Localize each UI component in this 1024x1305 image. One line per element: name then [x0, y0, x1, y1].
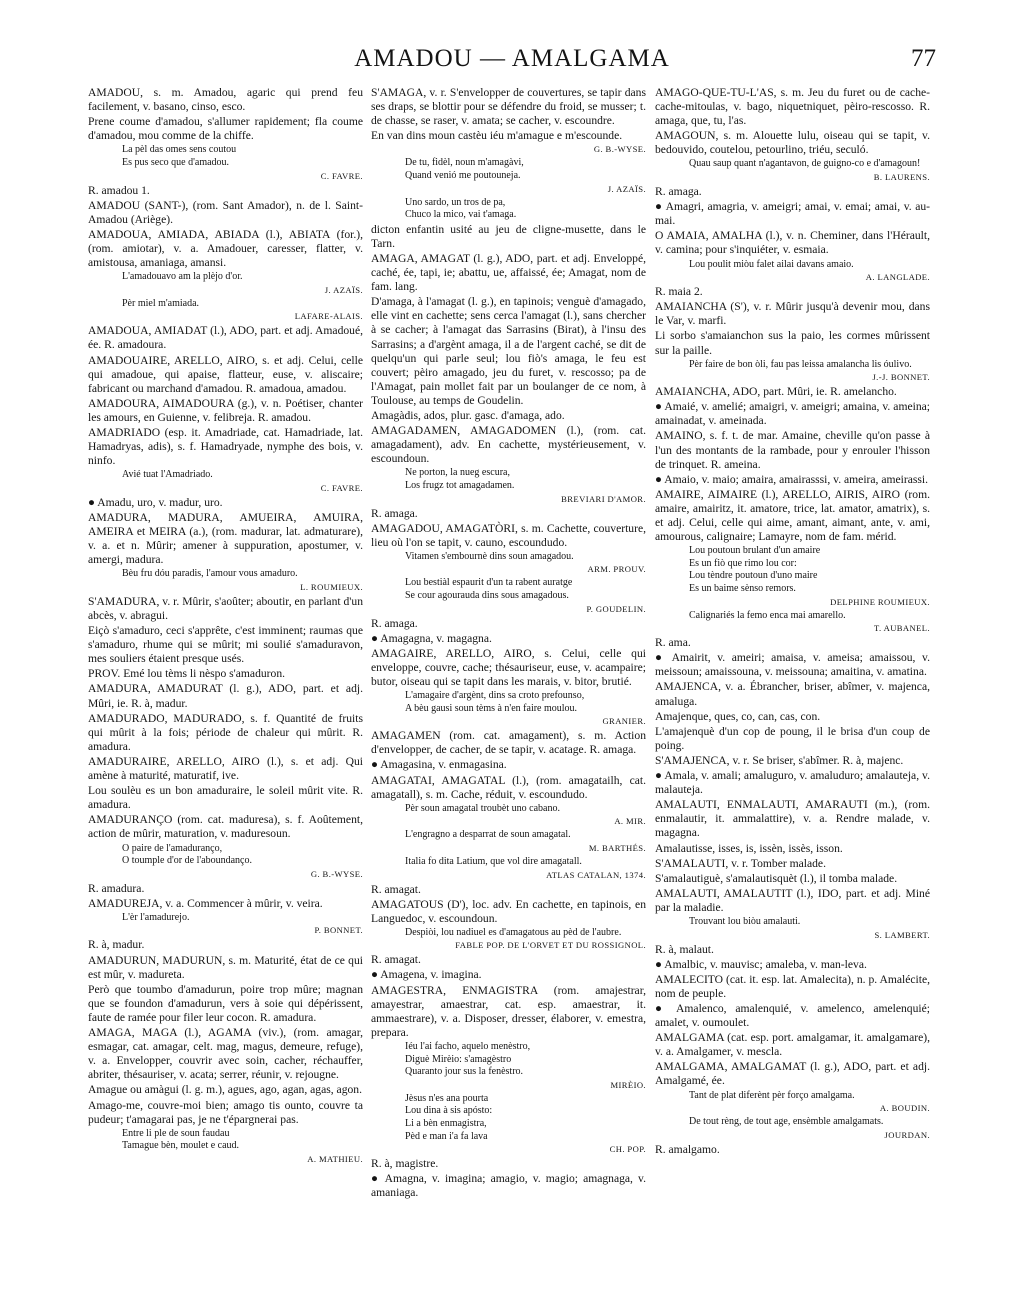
entry-paragraph: ● Amagagna, v. magagna. — [371, 631, 492, 645]
quotation: Quau saup quant n'agantavon, de guigno-co e d'amagoun! — [689, 158, 921, 170]
entry-paragraph: ● Amalenco, amalenquié, v. amelenco, amelenquié; amalet, v. oumoulet. — [655, 1001, 930, 1030]
quotation: Pèr miel m'amiada. — [122, 297, 200, 309]
attribution: P. BONNET. — [314, 925, 363, 936]
entry-paragraph: Li sorbo s'amaianchon sus la paio, les cormes mûrissent sur la paille. — [655, 329, 930, 357]
quotation: Lou poulit miòu falet ailai davans amaio. — [689, 258, 854, 270]
attribution: L. ROUMIEUX. — [300, 581, 363, 592]
quotation: L'èr l'amadurejo. — [122, 911, 190, 923]
quotation: L'amadouavo am la plèjo d'or. — [122, 271, 243, 283]
entry-paragraph: ● Amagena, v. imagina. — [371, 968, 482, 982]
entry-paragraph: AMADOUA, AMIADAT (l.), ADO, part. et adj. Amadoué, ée. R. amadoura. — [88, 324, 363, 352]
quotation: Trouvant lou biòu amalauti. — [689, 915, 801, 927]
attribution: P. GOUDELIN. — [586, 603, 646, 614]
attribution: DELPHINE ROUMIEUX. — [830, 596, 930, 607]
entry-paragraph: AMAGOUN, s. m. Alouette lulu, oiseau qui se tapit, v. bedouvido, coutelou, petourlino, triéu, seculó. — [655, 129, 930, 157]
quotation: Tant de plat diferènt pèr forço amalgama. — [689, 1089, 855, 1101]
page-number: 77 — [911, 45, 936, 72]
entry-paragraph: AMALGAMA, AMALGAMAT (l. g.), ADO, part. et adj. Amalgamé, ée. — [655, 1060, 930, 1088]
running-title: AMADOU — AMALGAMA — [354, 45, 670, 72]
entry-paragraph: R. amadura. — [88, 881, 145, 895]
attribution: FABLE POP. DE L'ORVET ET DU ROSSIGNOL. — [455, 940, 646, 951]
attribution: T. AUBANEL. — [873, 623, 930, 634]
entry-paragraph: Eiçò s'amaduro, ceci s'apprête, c'est imminent; raumas que s'amaduro, rhume qui se mûrit; mi soulié s'amaduravon, mes souliers étaient presque usés. — [88, 624, 363, 666]
entry-paragraph: AMAGADAMEN, AMAGADOMEN (l.), (rom. cat. amagadament), adv. En cachette, mystérieusement, v. escoundoun. — [371, 424, 646, 466]
entry-paragraph: AMAGATAI, AMAGATAL (l.), (rom. amagatailh, cat. amagatall), s. m. Cache, réduit, v. escoundudo. — [371, 773, 646, 801]
quotation: Italia fo dita Latium, que vol dire amagatall. — [405, 855, 582, 867]
entry-paragraph: Prene coume d'amadou, s'allumer rapidement; fla coume d'amadou, mou comme de la chiffe. — [88, 115, 363, 143]
entry-paragraph: ● Amadu, uro, v. madur, uro. — [88, 495, 223, 509]
entry-paragraph: AMADOU, s. m. Amadou, agaric qui prend feu facilement, v. basano, cinso, esco. — [88, 86, 363, 114]
quotation: Ne porton, la nueg escura, Los frugz tot amagadamen. — [405, 467, 515, 491]
entry-paragraph: D'amaga, à l'amagat (l. g.), en tapinois; venguè d'amagado, elle vint en cachette; sens cerca l'amagat (l.), sans chercher à se cacher; à l'amagat das Sarrasins (Birat), à l'insu des Sarrasins; a d'argènt amaga, il a de l'argent caché, se dit de quelqu'un qui parle seul; lou fiò's amaga, le feu est couvert; pèiro amagado, jeu du furet, v. rescosso; pa de l'Amagat, pain mollet fait par un boulanger de ce nom, à Toulouse, au temps de Goudelin. — [371, 295, 646, 407]
entry-paragraph: AMAIANCHA, ADO, part. Mûri, ie. R. amelancho. — [655, 385, 897, 399]
entry-paragraph: S'AMAJENCA, v. r. Se briser, s'abîmer. R. à, majenc. — [655, 753, 904, 767]
attribution: J. AZAÏS. — [607, 183, 646, 194]
entry-paragraph: AMADOUA, AMIADA, ABIADA (l.), ABIATA (for.), (rom. amiotar), v. a. Amadouer, caresser, flatter, v. amistousa, amaniaga, amansi. — [88, 227, 363, 270]
entry-paragraph: Lou soulèu es un bon amaduraire, le soleil mûrit vite. R. amadura. — [88, 784, 363, 812]
entry-paragraph: ● Amaio, v. maio; amaira, amairasssi, v. ameira, ameirassi. — [655, 472, 929, 486]
quotation: Lou bestiàl espaurit d'un ta rabent auratge Se cour agourauda dins sous amagadous. — [405, 577, 573, 601]
attribution: C. FAVRE. — [320, 482, 363, 493]
quotation: Vitamen s'embournè dins soun amagadou. — [405, 550, 574, 562]
attribution: LAFARE-ALAIS. — [294, 311, 363, 322]
attribution: J.-J. BONNET. — [872, 372, 930, 383]
entry-paragraph: S'AMADURA, v. r. Mûrir, s'aoûter; aboutir, en parlant d'un abcès, v. abragui. — [88, 594, 363, 622]
quotation: De tout rèng, de tout age, ensèmble amalgamats. — [689, 1116, 884, 1128]
entry-paragraph: ● Amagna, v. imagina; amagio, v. magio; amagnaga, v. amaniaga. — [371, 1172, 646, 1200]
entry-paragraph: AMADUREJA, v. a. Commencer à mûrir, v. veira. — [88, 896, 323, 910]
entry-paragraph: Amague ou amàgui (l. g. m.), agues, ago, agan, agas, agon. — [88, 1083, 362, 1097]
entry-paragraph: AMADURUN, MADURUN, s. m. Maturité, état de ce qui est mûr, v. madureta. — [88, 953, 363, 981]
attribution: G. B.-WYSE. — [310, 868, 363, 879]
entry-paragraph: AMAGAMEN (rom. cat. amagament), s. m. Action d'envelopper, de cacher, de se tapir, v. acatage. R. amaga. — [371, 729, 646, 757]
entry-paragraph: S'amalautiguè, s'amalautisquèt (l.), il tomba malade. — [655, 871, 898, 885]
entry-paragraph: R. amalgamo. — [655, 1142, 720, 1156]
entry-paragraph: AMAJENCA, v. a. Ébrancher, briser, abîmer, v. majenca, amaluga. — [655, 680, 930, 708]
entry-paragraph: R. amagat. — [371, 953, 421, 967]
entry-paragraph: R. à, malaut. — [655, 942, 714, 956]
quotation: Bèu fru dóu paradis, l'amour vous amaduro. — [122, 568, 298, 580]
quotation: Entre li ple de soun faudau Tamague bèn, moulet e caud. — [122, 1127, 240, 1152]
entry-paragraph: AMAGA, MAGA (l.), AGAMA (viv.), (rom. amagar, esmagar, cat. amagar, celt. mag, magus, demeure, refuge), v. a. Envelopper, couvrir avec soin, cacher, réchauffer, abriter, thésauriser, v. acata; serrer, réunir, v. rejougne. — [88, 1026, 363, 1082]
entry-paragraph: S'AMALAUTI, v. r. Tomber malade. — [655, 856, 826, 870]
entry-paragraph: R. amadou 1. — [88, 183, 150, 197]
entry-paragraph: L'amajenquè d'un cop de poung, il le brisa d'un coup de poing. — [655, 724, 930, 752]
entry-paragraph: R. amaga. — [655, 185, 702, 199]
entry-paragraph: AMAIRE, AIMAIRE (l.), ARELLO, AIRIS, AIRO (rom. amaire, amairitz, it. amatore, trice, lat. amator, amatrix), s. et adj. Celui, celle qui aime, amant, aimant, ante, v. ami, amourous, calignaire; Lamayre, nom de fam. mérid. — [655, 487, 930, 544]
entry-paragraph: ● Amaié, v. amelié; amaigri, v. ameigri; amaina, v. ameina; amainadat, v. ameinada. — [655, 400, 930, 428]
entry-paragraph: AMADURA, MADURA, AMUEIRA, AMUIRA, AMEIRA et MEIRA (a.), (rom. madurar, lat. admaturare), v. a. et n. Mûrir; amener à suppuration, apostumer, v. amergi, madura. — [88, 510, 363, 567]
entry-paragraph: R. amaga. — [371, 616, 418, 630]
quotation: Lou poutoun brulant d'un amaire Es un fiò que rimo lou cor: Lou tèndre poutoun d'uno maire Es un baime sènso remors. — [689, 545, 821, 594]
entry-paragraph: En van dins moun castèu iéu m'amague e m'escounde. — [371, 129, 623, 143]
column-3 — [655, 86, 930, 1296]
attribution: ATLAS CATALAN, 1374. — [546, 869, 646, 880]
quotation: O paire de l'amaduranço, O toumple d'or de l'aboundanço. — [122, 842, 252, 867]
entry-paragraph: R. à, magistre. — [371, 1157, 439, 1171]
entry-paragraph: dicton enfantin usité au jeu de cligne-musette, dans le Tarn. — [371, 222, 646, 250]
quotation: Uno sardo, un tros de pa, Chuco la mico, vai t'amaga. — [405, 196, 517, 221]
attribution: M. BARTHÉS. — [588, 842, 646, 853]
entry-paragraph: AMADURA, AMADURAT (l. g.), ADO, part. et adj. Mûri, ie. R. à, madur. — [88, 682, 363, 710]
entry-paragraph: AMALECITO (cat. it. esp. lat. Amalecita), n. p. Amalécite, nom de peuple. — [655, 972, 930, 1000]
entry-paragraph: AMADOURA, AIMADOURA (g.), v. n. Poétiser, chanter les amours, en Guienne, v. felibreja. R. amadou. — [88, 396, 363, 424]
entry-paragraph: ● Amagasina, v. enmagasina. — [371, 758, 507, 772]
entry-paragraph: Amajenque, ques, co, can, cas, con. — [655, 709, 821, 723]
entry-paragraph: AMAIANCHA (S'), v. r. Mûrir jusqu'à devenir mou, dans le Var, v. marfi. — [655, 300, 930, 328]
attribution: S. LAMBERT. — [874, 929, 930, 940]
quotation: Jèsus n'es ana pourta Lou dina à sis apósto: Li a bèn enmagistra, Pèd e man i'a fa lava — [405, 1092, 493, 1142]
column-1 — [88, 86, 363, 1296]
attribution: JOURDAN. — [884, 1129, 930, 1140]
entry-paragraph: AMADOUAIRE, ARELLO, AIRO, s. et adj. Celui, celle qui amadoue, qui apaise, flatteur, euse, v. aliscaire; fabricant ou marchand d'amadou. R. amadoua, amadou. — [88, 353, 363, 395]
entry-paragraph: AMADRIADO (esp. it. Amadriade, cat. Hamadriade, lat. Hamadryas, adis), s. f. Hamadryade, nymphe des bois, v. ninfo. — [88, 425, 363, 468]
attribution: A. LANGLADE. — [865, 272, 930, 283]
attribution: C. FAVRE. — [320, 170, 363, 181]
entry-paragraph: AMADURAIRE, ARELLO, AIRO (l.), s. et adj. Qui amène à maturité, maturatif, ive. — [88, 754, 363, 783]
attribution: ARM. PROUV. — [587, 564, 646, 575]
entry-paragraph: AMAGAIRE, ARELLO, AIRO, s. Celui, celle qui enveloppe, couvre, cache; thésauriseur, euse, v. acampaire; butor, oiseau qui se tapit dans les marais, v. bitor, brutié. — [371, 646, 646, 688]
attribution: MIRÈIO. — [610, 1079, 646, 1090]
attribution: B. LAURENS. — [873, 172, 930, 183]
page-header — [88, 44, 936, 84]
entry-paragraph: AMAGESTRA, ENMAGISTRA (rom. amajestrar, amayestrar, amaestrar, cat. esp. amaestrar, it. ammaestrare), v. a. Disposer, dresser, élaborer, v. emestra, prepara. — [371, 983, 646, 1039]
entry-paragraph: AMAGATOUS (D'), loc. adv. En cachette, en tapinois, en Languedoc, v. escoundoun. — [371, 897, 646, 925]
entry-paragraph: Amagàdis, ados, plur. gasc. d'amaga, ado. — [371, 408, 565, 422]
attribution: G. B.-WYSE. — [593, 144, 646, 155]
entry-paragraph: AMAINO, s. f. t. de mar. Amaine, cheville qu'on passe à l'un des montants de la rambade, pour y enrouler l'hisson de trinquet. R. ameina. — [655, 429, 930, 471]
attribution: A. MIR. — [614, 816, 646, 827]
entry-paragraph: ● Amagri, amagria, v. ameigri; amai, v. emai; amai, v. au-mai. — [655, 200, 930, 228]
attribution: A. BOUDIN. — [879, 1103, 930, 1114]
entry-paragraph: Amalautisse, isses, is, issèn, issès, isson. — [655, 841, 843, 855]
attribution: J. AZAÏS. — [324, 284, 363, 295]
attribution: GRANIER. — [602, 716, 646, 727]
entry-paragraph: R. amagat. — [371, 882, 421, 896]
entry-paragraph: Amago-me, couvre-moi bien; amago tis ounto, couvre ta pudeur; t'amagarai pas, je ne t'épargnerai pas. — [88, 1098, 363, 1126]
column-2 — [371, 86, 646, 1296]
quotation: De tu, fidèl, noun m'amagàvi, Quand venió me poutouneja. — [405, 157, 524, 181]
entry-paragraph: O AMAIA, AMALHA (l.), v. n. Cheminer, dans l'Hérault, v. camina; pour s'inquiéter, v. esmaia. — [655, 229, 930, 257]
quotation: L'amagaire d'argènt, dins sa croto prefounso, A bèu gausi soun tèms à n'en faire moulou. — [405, 690, 585, 714]
entry-paragraph: R. maia 2. — [655, 285, 703, 299]
entry-paragraph: Però que toumbo d'amadurun, poire trop mûre; magnan que se foundon d'amadurun, vers à soie qui dépérissent, faute de ramée pour filer leur cocon. R. amadura. — [88, 982, 363, 1024]
entry-paragraph: ● Amairit, v. ameiri; amaisa, v. ameisa; amaissou, v. meissoun; amaissouna, v. meissouna; amaitina, v. amatina. — [655, 651, 930, 679]
entry-paragraph: R. amaga. — [371, 506, 418, 520]
entry-paragraph: AMALGAMA (cat. esp. port. amalgamar, it. amalgamare), v. a. Amalgamer, v. mescla. — [655, 1031, 930, 1059]
attribution: BREVIARI D'AMOR. — [561, 493, 646, 504]
quotation: La pèl das omes sens coutou Es pus seco que d'amadou. — [122, 144, 237, 168]
quotation: Pèr faire de bon òli, fau pas leissa amalancha lis óulivo. — [689, 358, 912, 370]
entry-paragraph: AMADURADO, MADURADO, s. f. Quantité de fruits qui mûrit à la fois; période de chaleur qui mûrit. R. amadura. — [88, 711, 363, 753]
quotation: Pèr soun amagatal troubèt uno cabano. — [405, 802, 560, 814]
quotation: Iéu l'ai facho, aquelo menèstro, Diguè Mirèio: s'amagèstro Quaranto jour sus la fenèstro. — [405, 1040, 531, 1078]
quotation: Despiòi, lou nadiuel es d'amagatous au pèd de l'aubre. — [405, 926, 622, 938]
entry-paragraph: AMAGA, AMAGAT (l. g.), ADO, part. et adj. Enveloppé, caché, ée, tapi, ie; abattu, ue, affaissé, ée; Amagat, nom de fam. lang. — [371, 251, 646, 294]
entry-paragraph: R. à, madur. — [88, 938, 145, 952]
entry-paragraph: PROV. Emé lou tèms li nèspo s'amaduron. — [88, 667, 286, 681]
entry-paragraph: ● Amala, v. amali; amaluguro, v. amaluduro; amalauteja, v. malauteja. — [655, 769, 930, 797]
entry-paragraph: R. ama. — [655, 636, 691, 650]
quotation: L'engragno a desparrat de soun amagatal. — [405, 829, 571, 841]
entry-paragraph: AMAGADOU, AMAGATÒRI, s. m. Cachette, couverture, lieu où l'on se tapit, v. cauno, escoundudo. — [371, 521, 646, 549]
attribution: A. MATHIEU. — [307, 1153, 363, 1164]
quotation: Calignariés la femo enca mai amarello. — [689, 609, 846, 621]
entry-paragraph: AMADURANÇO (rom. cat. maduresa), s. f. Aoûtement, action de mûrir, maturation, v. maduresoun. — [88, 813, 363, 841]
entry-paragraph: AMALAUTI, ENMALAUTI, AMARAUTI (m.), (rom. enmalautir, it. ammalattire), v. a. Rendre malade, v. magagna. — [655, 798, 930, 840]
entry-paragraph: AMADOU (SANT-), (rom. Sant Amador), n. de l. Saint-Amadou (Ariège). — [88, 198, 363, 226]
entry-paragraph: S'AMAGA, v. r. S'envelopper de couvertures, se tapir dans ses draps, se blottir pour se défendre du froid, se musser; t. de chasse, se raser, v. amata; se cacher, v. escoundre. — [371, 86, 646, 128]
quotation: Avié tuat l'Amadriado. — [122, 469, 213, 481]
entry-paragraph: ● Amalbic, v. mauvisc; amaleba, v. man-leva. — [655, 957, 867, 971]
entry-paragraph: AMAGO-QUE-TU-L'AS, s. m. Jeu du furet ou de cache-cache-mitoulas, v. bago, niquetniquet, pèiro-rescosso. R. amaga, que, tu, l'as. — [655, 86, 930, 128]
attribution: CH. POP. — [609, 1144, 646, 1155]
entry-paragraph: AMALAUTI, AMALAUTIT (l.), IDO, part. et adj. Miné par la maladie. — [655, 886, 930, 914]
